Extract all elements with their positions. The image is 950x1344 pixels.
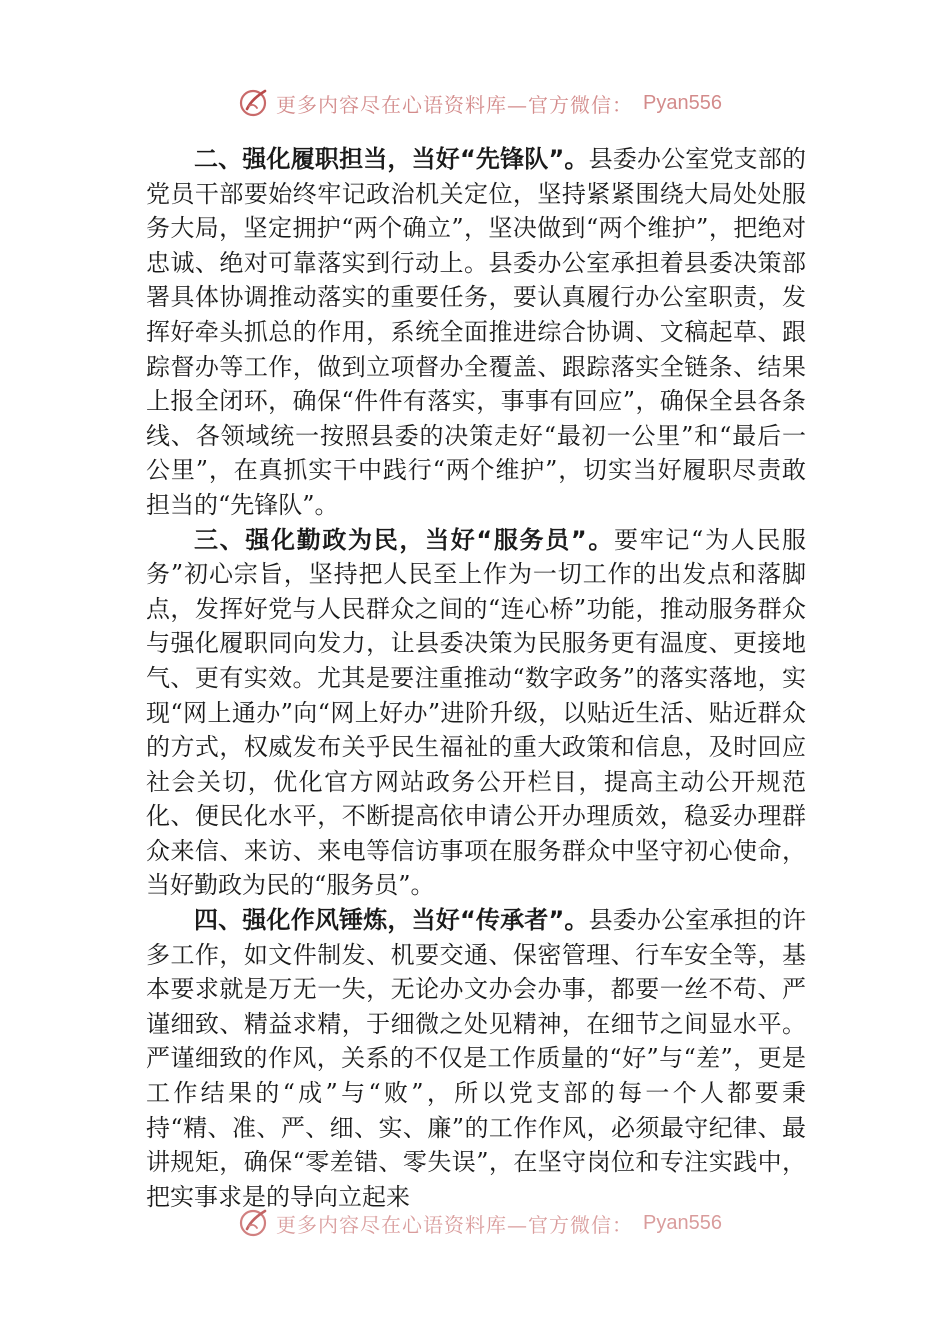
watermark-header	[238, 86, 722, 120]
watermark-text: 更多内容尽在心语资料库—官方微信：	[276, 92, 633, 117]
paragraph-body: 县委办公室承担的许多工作，如文件制发、机要交通、保密管理、行车安全等，基本要求就是万无一失，无论办文办会办事，都要一丝不苟、严谨细致、精益求精，于细微之处见精神，在细节之间显水平。严谨细致的作风，关系的不仅是工作质量的“好”与“差”，更是工作结果的“成”与“败”，所以党支部的每一个人都要秉持“精、准、严、细、实、廉”的工作作风，必须最守纪律、最讲规矩，确保“零差错、零失误”，在坚守岗位和专注实践中，把实事求是的导向立起来	[146, 906, 807, 1211]
section-heading: 二、强化履职担当，当好“先锋队”。	[194, 145, 589, 173]
document-body	[146, 142, 806, 1214]
watermark-text: 更多内容尽在心语资料库—官方微信：	[276, 1212, 633, 1237]
brush-logo-icon	[238, 87, 270, 119]
watermark-footer	[238, 1206, 722, 1240]
section-heading: 三、强化勤政为民，当好“服务员”。	[194, 525, 615, 554]
watermark-wechat-id: Pyan556	[643, 1211, 722, 1234]
paragraph-body: 县委办公室党支部的党员干部要始终牢记政治机关定位，坚持紧紧围绕大局处处服务大局，坚定拥护“两个确立”，坚决做到“两个维护”，把绝对忠诚、绝对可靠落实到行动上。县委办公室承担着县委决策部署具体协调推动落实的重要任务，要认真履行办公室职责，发挥好牵头抓总的作用，系统全面推进综合协调、文稿起草、跟踪督办等工作，做到立项督办全覆盖、跟踪落实全链条、结果上报全闭环，确保“件件有落实，事事有回应”，确保全县各条线、各领域统一按照县委的决策走好“最初一公里”和“最后一公里”，在真抓实干中践行“两个维护”，切实当好履职尽责敢担当的“先锋队”。	[146, 145, 807, 519]
paragraph-body: 要牢记“为人民服务”初心宗旨，坚持把人民至上作为一切工作的出发点和落脚点，发挥好党与人民群众之间的“连心桥”功能，推动服务群众与强化履职同向发力，让县委决策为民服务更有温度、更接地气、更有实效。尤其是要注重推动“数字政务”的落实落地，实现“网上通办”向“网上好办”进阶升级，以贴近生活、贴近群众的方式，权威发布关乎民生福祉的重大政策和信息，及时回应社会关切，优化官方网站政务公开栏目，提高主动公开规范化、便民化水平，不断提高依申请公开办理质效，稳妥办理群众来信、来访、来电等信访事项在服务群众中坚守初心使命，当好勤政为民的“服务员”。	[146, 525, 807, 900]
section-heading: 四、强化作风锤炼，当好“传承者”。	[194, 906, 589, 935]
paragraph-4	[146, 903, 806, 1214]
paragraph-3	[146, 523, 806, 904]
brush-logo-icon	[238, 1207, 270, 1239]
watermark-wechat-id: Pyan556	[643, 91, 722, 114]
paragraph-2	[146, 142, 806, 523]
